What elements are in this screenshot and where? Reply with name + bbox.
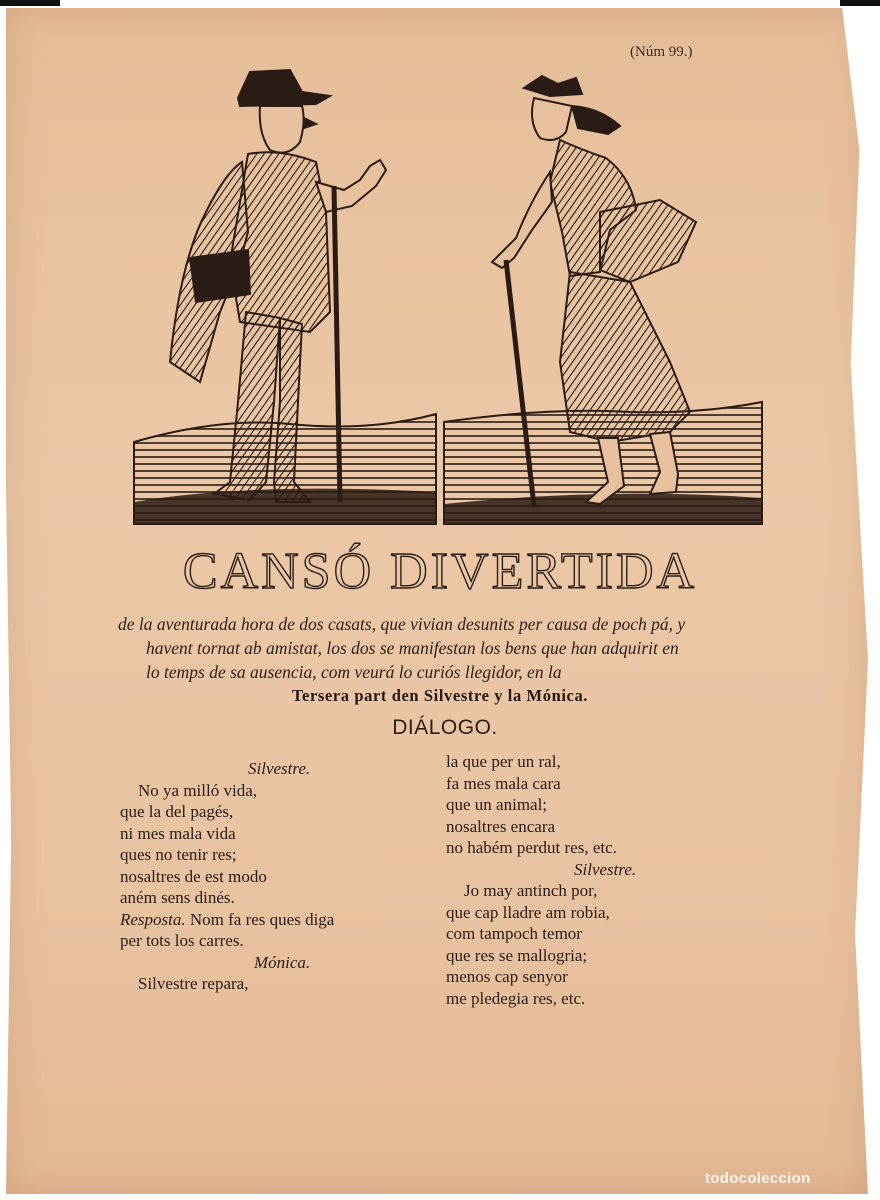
- verse-line: nosaltres encara: [446, 816, 556, 836]
- verse-line: menos cap senyor: [446, 967, 568, 986]
- woodcut-illustration: [130, 62, 766, 532]
- speaker-label: Silvestre.: [574, 859, 637, 879]
- subtitle-line-2: havent tornat ab amistat, los dos se manifestan los bens que han adquirit en: [146, 638, 679, 658]
- response-label: Resposta.: [120, 909, 186, 929]
- sheet-number: (Núm 99.): [630, 44, 693, 60]
- verse-line: ques no tenir res;: [120, 845, 237, 864]
- speaker-label: Silvestre.: [248, 759, 311, 778]
- verse-line: Jo may antinch por,: [464, 881, 598, 900]
- subtitle-line-1: de la aventurada hora de dos casats, que vivian desunits per causa de poch pá, y: [118, 614, 686, 634]
- verse-line: que cap lladre am robia,: [446, 902, 610, 922]
- verse-line: ni mes mala vida: [120, 823, 236, 843]
- subtitle-line-3: lo temps de sa ausencia, com veurá lo curiós llegidor, en la: [146, 662, 562, 682]
- speaker-label: Mónica.: [254, 952, 311, 972]
- response-text: Nom fa res ques diga: [185, 909, 335, 929]
- verse-line: la que per un ral,: [446, 752, 561, 771]
- verse-line: fa mes mala cara: [446, 773, 561, 793]
- verse-line: no habém perdut res, etc.: [446, 838, 617, 857]
- section-heading: DIÁLOGO.: [392, 716, 498, 739]
- verse-line: me pledegia res, etc.: [446, 988, 586, 1008]
- verse-column-right: [446, 751, 636, 1009]
- verse-line: que un animal;: [446, 795, 548, 814]
- verse-column-left: [120, 758, 334, 995]
- verse-line: No ya milló vida,: [138, 780, 257, 800]
- verse-line: Silvestre repara,: [138, 974, 249, 993]
- verse-line: que la del pagés,: [120, 802, 234, 821]
- verse-line: per tots los carres.: [120, 931, 244, 950]
- verse-line: com tampoch temor: [446, 924, 582, 943]
- subtitle: [118, 612, 778, 684]
- part-heading: Tersera part den Silvestre y la Mónica.: [291, 686, 589, 705]
- response-line: [120, 909, 334, 931]
- page-title: CANSÓ DIVERTIDA: [182, 543, 698, 600]
- verse-line: nosaltres de est modo: [120, 866, 267, 886]
- verse-line: que res se mallogria;: [446, 945, 588, 965]
- scan-top-edge: [0, 0, 880, 6]
- watermark-logo: todocoleccion: [705, 1170, 811, 1187]
- verse-line: aném sens dinés.: [120, 888, 235, 907]
